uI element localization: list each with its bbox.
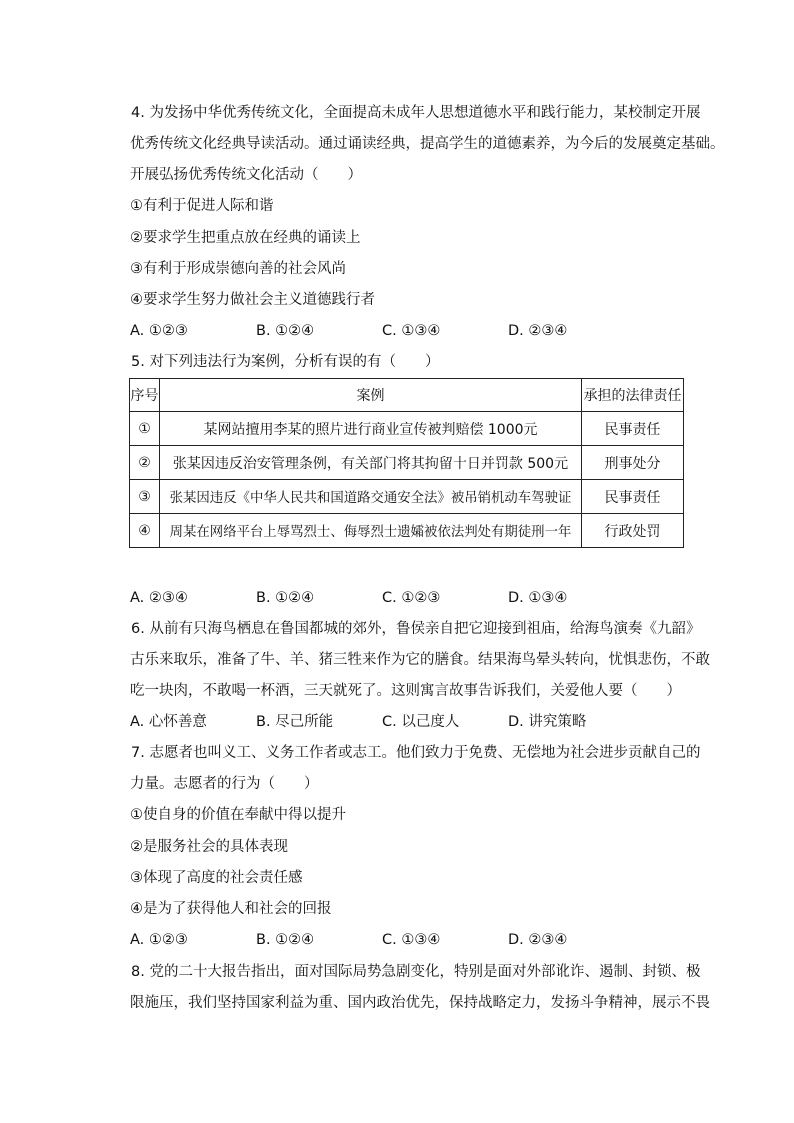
q4-item-4: ④要求学生努力做社会主义道德践行者 bbox=[130, 292, 375, 308]
cell-index: ④ bbox=[130, 514, 160, 548]
q5-option-d[interactable]: D. ①③④ bbox=[508, 590, 568, 606]
q4-option-a[interactable]: A. ①②③ bbox=[130, 323, 188, 339]
q8-stem-line-1: 8. 党的二十大报告指出，面对国际局势急剧变化，特别是面对外部讹诈、遏制、封锁、极 bbox=[131, 964, 701, 980]
q6-option-a[interactable]: A. 心怀善意 bbox=[130, 714, 207, 730]
q7-item-2: ②是服务社会的具体表现 bbox=[130, 839, 288, 855]
cell-liability: 行政处罚 bbox=[582, 514, 684, 548]
q8-stem-line-2: 限施压，我们坚持国家利益为重、国内政治优先，保持战略定力，发扬斗争精神，展示不畏 bbox=[130, 995, 710, 1011]
q7-item-3: ③体现了高度的社会责任感 bbox=[130, 870, 303, 886]
q6-stem-line-1: 6. 从前有只海鸟栖息在鲁国都城的郊外，鲁侯亲自把它迎接到祖庙，给海鸟演奏《九韶》 bbox=[131, 621, 701, 637]
cell-liability: 民事责任 bbox=[582, 412, 684, 446]
q5-option-c[interactable]: C. ①②③ bbox=[382, 590, 441, 606]
q4-stem-line-3: 开展弘扬优秀传统文化活动（ ） bbox=[130, 167, 362, 183]
case-table-header-row bbox=[130, 379, 684, 412]
q4-item-2: ②要求学生把重点放在经典的诵读上 bbox=[130, 230, 361, 246]
table-row bbox=[130, 412, 684, 446]
cell-liability: 刑事处分 bbox=[582, 446, 684, 480]
q4-option-b[interactable]: B. ①②④ bbox=[256, 323, 315, 339]
cell-index: ③ bbox=[130, 480, 160, 514]
cell-index: ② bbox=[130, 446, 160, 480]
q7-stem-line-1: 7. 志愿者也叫义工、义务工作者或志工。他们致力于免费、无偿地为社会进步贡献自己的 bbox=[131, 745, 701, 761]
table-row bbox=[130, 480, 684, 514]
q7-option-c[interactable]: C. ①③④ bbox=[382, 932, 441, 948]
q4-item-1: ①有利于促进人际和谐 bbox=[130, 198, 274, 214]
q4-item-3: ③有利于形成崇德向善的社会风尚 bbox=[130, 261, 346, 277]
q5-stem: 5. 对下列违法行为案例，分析有误的有（ ） bbox=[131, 354, 440, 370]
q6-stem-line-2: 古乐来取乐，准备了牛、羊、猪三牲来作为它的膳食。结果海鸟晕头转向，忧惧悲伤，不敢 bbox=[130, 652, 710, 668]
q6-option-c[interactable]: C. 以己度人 bbox=[382, 714, 460, 730]
cell-case: 某网站擅用李某的照片进行商业宣传被判赔偿 1000元 bbox=[160, 412, 582, 446]
cell-index: ① bbox=[130, 412, 160, 446]
q7-item-1: ①使自身的价值在奉献中得以提升 bbox=[130, 807, 346, 823]
q7-option-d[interactable]: D. ②③④ bbox=[508, 932, 568, 948]
q4-option-d[interactable]: D. ②③④ bbox=[508, 323, 568, 339]
q4-stem-line-1: 4. 为发扬中华优秀传统文化，全面提高未成年人思想道德水平和践行能力，某校制定开展 bbox=[131, 105, 701, 121]
q6-stem-line-3: 吃一块肉，不敢喝一杯酒，三天就死了。这则寓言故事告诉我们，关爱他人要（ ） bbox=[130, 683, 681, 699]
q4-option-c[interactable]: C. ①③④ bbox=[382, 323, 441, 339]
header-index: 序号 bbox=[130, 379, 160, 412]
cell-liability: 民事责任 bbox=[582, 480, 684, 514]
q6-option-d[interactable]: D. 讲究策略 bbox=[508, 714, 587, 730]
cell-case: 张某因违反治安管理条例，有关部门将其拘留十日并罚款 500元 bbox=[160, 446, 582, 480]
q4-stem-line-2: 优秀传统文化经典导读活动。通过诵读经典，提高学生的道德素养，为今后的发展奠定基础。 bbox=[130, 136, 725, 152]
header-liability: 承担的法律责任 bbox=[582, 379, 684, 412]
q7-option-a[interactable]: A. ①②③ bbox=[130, 932, 188, 948]
q7-item-4: ④是为了获得他人和社会的回报 bbox=[130, 901, 332, 917]
q5-option-b[interactable]: B. ①②④ bbox=[256, 590, 315, 606]
q7-stem-line-2: 力量。志愿者的行为（ ） bbox=[130, 776, 319, 792]
case-table bbox=[129, 378, 684, 548]
q6-option-b[interactable]: B. 尽己所能 bbox=[256, 714, 334, 730]
q5-option-a[interactable]: A. ②③④ bbox=[130, 590, 188, 606]
header-case: 案例 bbox=[160, 379, 582, 412]
table-row bbox=[130, 446, 684, 480]
cell-case: 周某在网络平台上辱骂烈士、侮辱烈士遗孀被依法判处有期徒刑一年 bbox=[160, 514, 582, 548]
table-row bbox=[130, 514, 684, 548]
q7-option-b[interactable]: B. ①②④ bbox=[256, 932, 315, 948]
cell-case: 张某因违反《中华人民共和国道路交通安全法》被吊销机动车驾驶证 bbox=[160, 480, 582, 514]
